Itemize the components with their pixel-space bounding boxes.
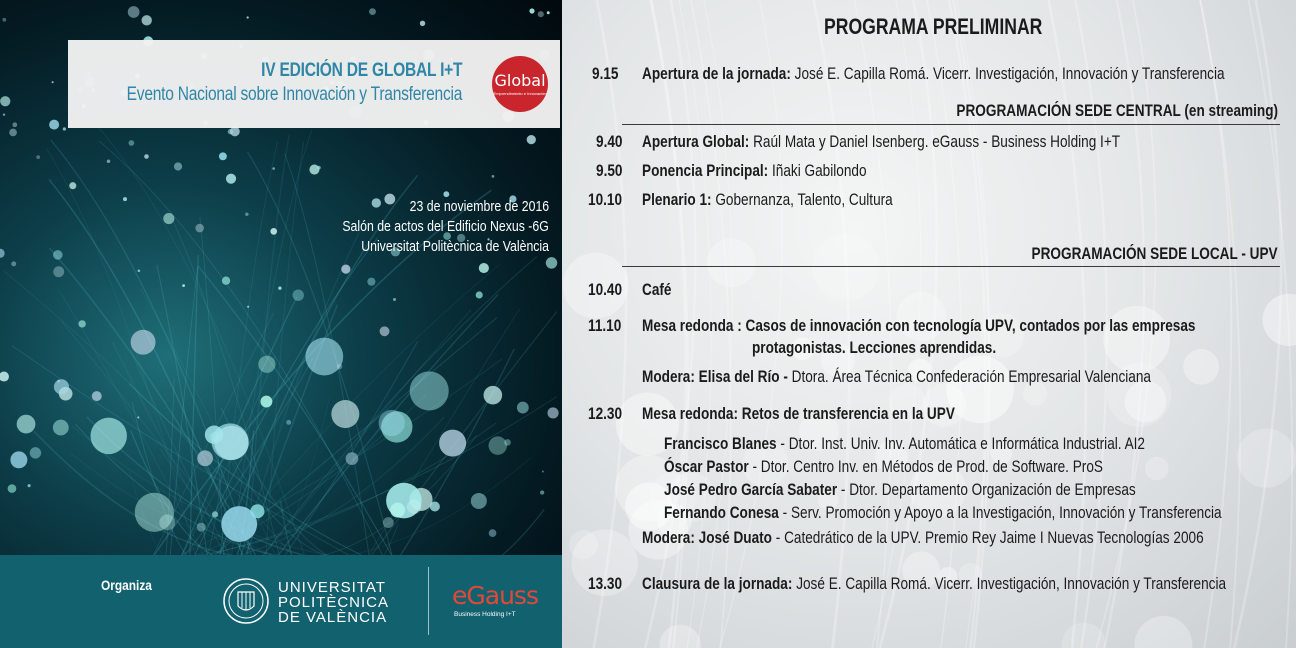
central-row-3 xyxy=(642,190,893,210)
panelist-name: José Pedro García Sabater xyxy=(664,480,838,499)
section-local-rule xyxy=(622,266,1280,267)
closing-label: Clausura de la jornada: xyxy=(642,574,793,593)
mesa1-row xyxy=(642,316,1195,336)
central-row-1 xyxy=(642,132,1120,152)
mesa1-moderator-text: Dtora. Área Técnica Confederación Empresarial Valenciana xyxy=(791,367,1151,386)
closing-time: 13.30 xyxy=(588,574,623,593)
logo-text: Global xyxy=(494,71,546,90)
event-subtitle: Evento Nacional sobre Innovación y Transferencia xyxy=(126,84,462,105)
egauss-logo: eGauss xyxy=(452,581,538,610)
panelist-name: Francisco Blanes xyxy=(664,434,777,453)
section-local-heading: PROGRAMACIÓN SEDE LOCAL - UPV xyxy=(1031,244,1278,263)
event-title: IV EDICIÓN DE GLOBAL I+T xyxy=(260,60,462,81)
mesa2-moderator-row xyxy=(642,528,1204,548)
panelist-role: - Dtor. Departamento Organización de Empresas xyxy=(840,480,1136,499)
central-time-3: 10.10 xyxy=(588,190,623,209)
panelist-role: - Dtor. Centro Inv. en Métodos de Prod. de Software. ProS xyxy=(752,457,1103,476)
central-label-1: Apertura Global: xyxy=(642,132,750,151)
central-text-2: Iñaki Gabilondo xyxy=(772,161,867,180)
upv-name-line3: DE VALÈNCIA xyxy=(278,609,388,626)
panelist-role: - Dtor. Inst. Univ. Inv. Automática e Informática Industrial. AI2 xyxy=(780,434,1145,453)
event-institution: Universitat Politècnica de València xyxy=(361,238,549,255)
central-row-2 xyxy=(642,161,867,181)
panelist-role: - Serv. Promoción y Apoyo a la Investigación, Innovación y Transferencia xyxy=(782,503,1222,522)
global-logo xyxy=(492,56,548,112)
panelist-name: Fernando Conesa xyxy=(664,503,779,522)
panelist-row xyxy=(664,503,1222,523)
upv-name-line1: UNIVERSITAT xyxy=(278,579,386,596)
central-time-1: 9.40 xyxy=(596,132,623,151)
upv-seal-icon xyxy=(222,577,270,625)
footer-divider xyxy=(428,567,429,635)
closing-text: José E. Capilla Romá. Vicerr. Investigación, Innovación y Transferencia xyxy=(796,574,1227,593)
opening-row xyxy=(642,64,1225,84)
mesa2-moderator-label: Modera: José Duato xyxy=(642,528,772,547)
central-text-1: Raúl Mata y Daniel Isenberg. eGauss - Business Holding I+T xyxy=(753,132,1121,151)
central-text-3: Gobernanza, Talento, Cultura xyxy=(715,190,893,209)
mesa1-moderator-label: Modera: Elisa del Río - xyxy=(642,367,788,386)
cafe-label: Café xyxy=(642,280,672,299)
mesa1-moderator-row xyxy=(642,367,1151,387)
mesa1-label: Mesa redonda : xyxy=(642,316,742,335)
egauss-tagline: Business Holding I+T xyxy=(454,611,516,618)
logo-subtext: Emprendimiento e Innovación xyxy=(493,91,547,96)
event-date: 23 de noviembre de 2016 xyxy=(409,198,549,215)
program-panel xyxy=(562,0,1296,648)
mesa1-text-line2: protagonistas. Lecciones aprendidas. xyxy=(752,338,997,357)
opening-text: José E. Capilla Romá. Vicerr. Investigación, Innovación y Transferencia xyxy=(794,64,1225,83)
organizer-footer xyxy=(0,555,562,648)
closing-row xyxy=(642,574,1226,594)
panelist-row xyxy=(664,457,1103,477)
event-venue: Salón de actos del Edificio Nexus -6G xyxy=(342,218,549,235)
mesa2-label: Mesa redonda: Retos de transferencia en la UPV xyxy=(642,404,955,423)
section-central-heading: PROGRAMACIÓN SEDE CENTRAL (en streaming) xyxy=(956,101,1278,120)
central-label-2: Ponencia Principal: xyxy=(642,161,769,180)
mesa2-moderator-text: - Catedrático de la UPV. Premio Rey Jaime I Nuevas Tecnologías 2006 xyxy=(775,528,1204,547)
central-label-3: Plenario 1: xyxy=(642,190,712,209)
section-central-rule xyxy=(622,124,1280,125)
program-heading: PROGRAMA PRELIMINAR xyxy=(824,14,1043,39)
opening-label: Apertura de la jornada: xyxy=(642,64,791,83)
panelist-row xyxy=(664,434,1145,454)
mesa1-time: 11.10 xyxy=(588,316,622,335)
central-time-2: 9.50 xyxy=(596,161,623,180)
panelist-name: Óscar Pastor xyxy=(664,457,749,476)
cafe-time: 10.40 xyxy=(588,280,623,299)
panelist-row xyxy=(664,480,1136,500)
upv-name-line2: POLITÈCNICA xyxy=(278,594,390,611)
mesa1-text-line1: Casos de innovación con tecnología UPV, contados por las empresas xyxy=(745,316,1196,335)
organiza-label: Organiza xyxy=(101,577,152,593)
mesa2-time: 12.30 xyxy=(588,404,623,423)
event-title-box xyxy=(68,40,560,128)
event-cover-panel xyxy=(0,0,562,648)
opening-time: 9.15 xyxy=(592,64,619,83)
